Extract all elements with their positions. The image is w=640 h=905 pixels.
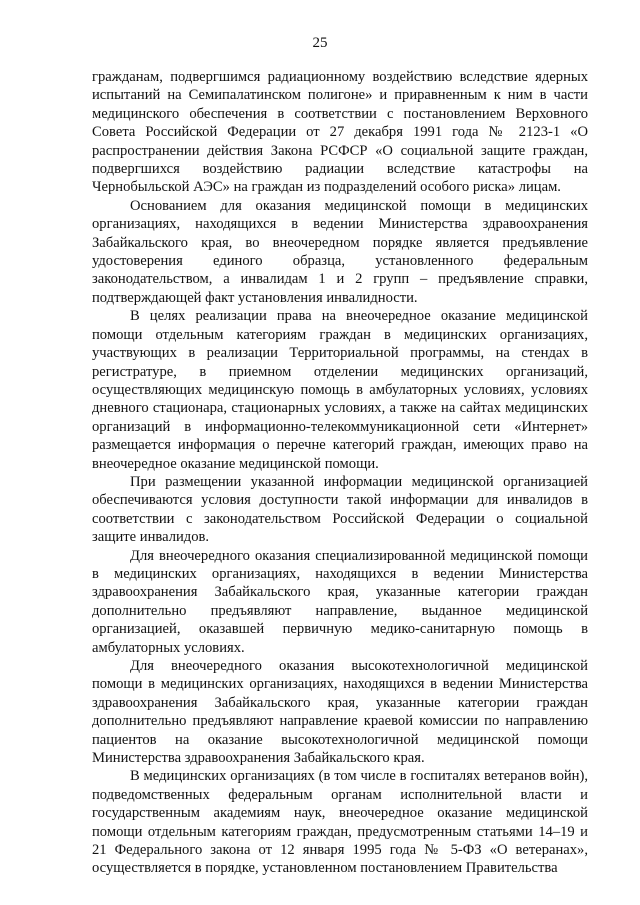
document-body xyxy=(92,68,588,878)
paragraph-7: В медицинских организациях (в том числе в госпиталях ветеранов войн), подведомственных федеральным органам исполнительной власти и государственным академиям наук, внеочередное оказание медицинской помощи отдельным категориям граждан, предусмотренным статьями 14–19 и 21 Федерального закона от 12 января 1995 года № 5-ФЗ «О ветеранах», осуществляется в порядке, установленном постановлением Правительства xyxy=(92,768,588,877)
paragraph-4: При размещении указанной информации медицинской организацией обеспечиваются условия доступности такой информации для инвалидов в соответствии с законодательством Российской Федерации о социальной защите инвалидов. xyxy=(92,473,588,546)
page-number: 25 xyxy=(312,35,328,51)
paragraph-6: Для внеочередного оказания высокотехнологичной медицинской помощи в медицинских организациях, находящихся в ведении Министерства здравоохранения Забайкальского края, указанные категории граждан дополнительно предъявляют направление краевой комиссии по направлению пациентов на оказание высокотехнологичной медицинской помощи Министерства здравоохранения Забайкальского края. xyxy=(92,658,588,767)
paragraph-1: гражданам, подвергшимся радиационному воздействию вследствие ядерных испытаний на Семипалатинском полигоне» и приравненным к ним в части медицинского обеспечения в соответствии с постановлением Верховного Совета Российской Федерации от 27 декабря 1991 года № 2123-1 «О распространении действия Закона РСФСР «О социальной защите граждан, подвергшихся воздействию радиации вследствие катастрофы на Чернобыльской АЭС» на граждан из подразделений особого риска» лицам. xyxy=(92,69,588,196)
paragraph-3: В целях реализации права на внеочередное оказание медицинской помощи отдельным категориям граждан в медицинских организациях, участвующих в реализации Территориальной программы, на стендах в регистратуре, в приемном отделении медицинских организаций, осуществляющих медицинскую помощь в амбулаторных условиях, условиях дневного стационара, стационарных условиях, а также на сайтах медицинских организаций в информационно-телекоммуникационной сети «Интернет» размещается информация о перечне категорий граждан, имеющих право на внеочередное оказание медицинской помощи. xyxy=(92,308,588,472)
paragraph-2: Основанием для оказания медицинской помощи в медицинских организациях, находящихся в ведении Министерства здравоохранения Забайкальского края, во внеочередном порядке является предъявление удостоверения единого образца, установленного федеральным законодательством, а инвалидам 1 и 2 групп – предъявление справки, подтверждающей факт установления инвалидности. xyxy=(92,197,588,306)
paragraph-5: Для внеочередного оказания специализированной медицинской помощи в медицинских организациях, находящихся в ведении Министерства здравоохранения Забайкальского края, указанные категории граждан дополнительно предъявляют направление, выданное медицинской организацией, оказавшей первичную медико-санитарную помощь в амбулаторных условиях. xyxy=(92,547,588,656)
